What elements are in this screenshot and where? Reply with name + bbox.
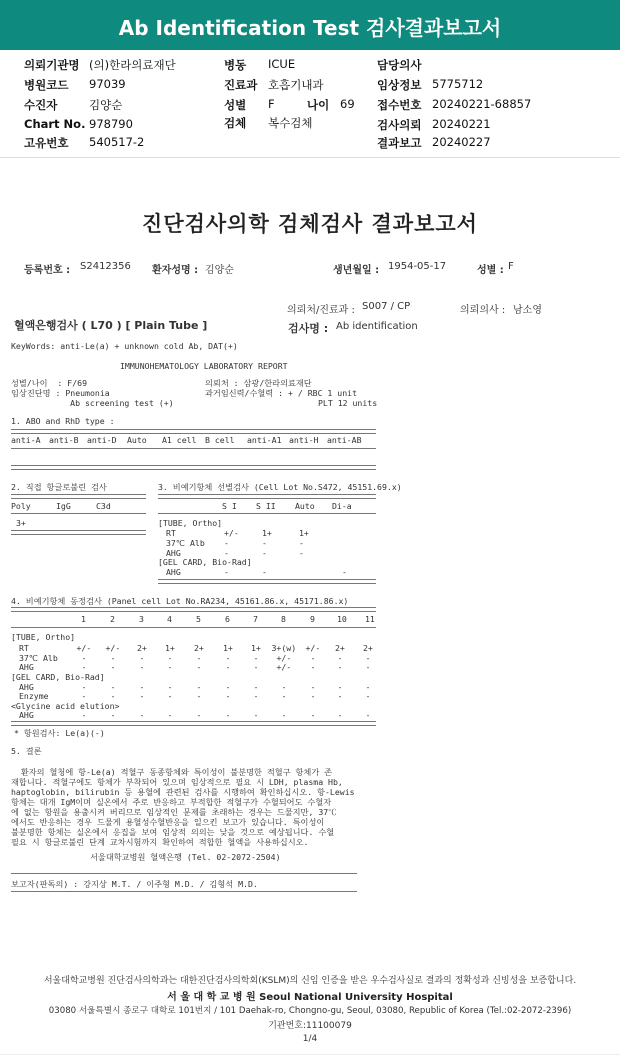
screen-row-label: [GEL CARD, Bio-Rad] bbox=[158, 557, 252, 567]
info-value: 540517-2 bbox=[89, 135, 145, 149]
panel-row-label: AHG bbox=[19, 662, 34, 672]
panel-cell: - bbox=[225, 682, 231, 692]
panel-cell: - bbox=[196, 662, 202, 672]
panel-header-cell: 8 bbox=[281, 614, 286, 624]
screen-cell: - bbox=[299, 548, 304, 558]
panel-cell: - bbox=[310, 682, 316, 692]
conclusion-line: 에서도 반응하는 경우 드물게 용혈성수혈반응을 일으킨 보고가 있습니다. 특이성이 bbox=[11, 817, 325, 827]
sex-age: 성별/나이 : F/69 bbox=[11, 378, 88, 388]
panel-header-cell: 3 bbox=[139, 614, 144, 624]
dat-title: 2. 직접 항글로불린 검사 bbox=[11, 482, 107, 492]
panel-cell: - bbox=[253, 691, 259, 701]
abo-header-cell: anti-A1 bbox=[247, 435, 282, 445]
document-title: Ab Identification Test 검사결과보고서 bbox=[118, 16, 502, 40]
rule bbox=[11, 607, 376, 612]
panel-cell: +/- bbox=[76, 643, 92, 653]
test-name-value: Ab identification bbox=[336, 321, 418, 332]
screen-row-label: RT bbox=[166, 528, 176, 538]
panel-cell: - bbox=[337, 691, 343, 701]
dept-label: 의뢰처/진료과 : bbox=[287, 305, 355, 316]
abo-header-cell: B cell bbox=[205, 435, 235, 445]
hospital-address: 03080 서울특별시 종로구 대학로 101번지 / 101 Daehak-ro, Chongno-gu, Seoul, 03080, Republic of Korea (Tel.:02-2072-2396) bbox=[48, 1006, 572, 1016]
panel-cell: - bbox=[139, 710, 145, 720]
panel-cell: - bbox=[110, 691, 116, 701]
panel-cell: - bbox=[365, 653, 371, 663]
screen-row-label: 37℃ Alb bbox=[166, 538, 205, 548]
rule bbox=[11, 627, 376, 628]
patient-name-value: 김양순 bbox=[205, 265, 234, 276]
panel-cell: - bbox=[337, 662, 343, 672]
panel-row-label: AHG bbox=[19, 682, 34, 692]
screen-cell: - bbox=[224, 538, 229, 548]
rule bbox=[11, 448, 376, 449]
panel-cell: - bbox=[225, 710, 231, 720]
screen-cell: - bbox=[262, 538, 267, 548]
sex-value: F bbox=[508, 261, 514, 272]
panel-header-cell: 6 bbox=[225, 614, 230, 624]
info-value: 호흡기내과 bbox=[268, 78, 324, 92]
panel-cell: - bbox=[225, 662, 231, 672]
panel-cell: - bbox=[81, 682, 87, 692]
panel-header-cell: 5 bbox=[196, 614, 201, 624]
patient-name-label: 환자성명 : bbox=[152, 265, 199, 276]
history-2: PLT 12 units bbox=[318, 398, 378, 408]
screen-cell: - bbox=[262, 548, 267, 558]
blood-bank: 서울대학교병원 혈액은행 (Tel. 02-2072-2504) bbox=[90, 852, 281, 862]
rule bbox=[158, 579, 376, 584]
abo-title: 1. ABO and RhD type : bbox=[11, 416, 115, 426]
dat-header-cell: Poly bbox=[11, 501, 31, 511]
info-label: 결과보고 bbox=[377, 136, 422, 150]
panel-cell: - bbox=[81, 653, 87, 663]
screen-row-label: [TUBE, Ortho] bbox=[158, 518, 223, 528]
info-value: 20240227 bbox=[432, 135, 491, 149]
panel-cell: - bbox=[110, 653, 116, 663]
abo-header-cell: anti-D bbox=[87, 435, 117, 445]
panel-header-cell: 7 bbox=[253, 614, 258, 624]
panel-header-cell: 11 bbox=[365, 614, 375, 624]
panel-cell: - bbox=[110, 682, 116, 692]
rule bbox=[11, 891, 357, 892]
rule bbox=[11, 513, 146, 514]
abo-header-cell: anti-AB bbox=[327, 435, 362, 445]
conclusion-line: haptoglobin, bilirubin 등 용혈에 관련된 검사를 시행하여 확인하십시오. 항-Lewis bbox=[11, 787, 355, 797]
panel-cell: - bbox=[253, 653, 259, 663]
panel-cell: - bbox=[81, 710, 87, 720]
info-value: 69 bbox=[340, 97, 355, 111]
reg-no-value: S2412356 bbox=[80, 261, 131, 272]
panel-cell: 1+ bbox=[223, 643, 233, 653]
info-value: F bbox=[268, 97, 275, 111]
panel-cell: - bbox=[139, 653, 145, 663]
panel-cell: 2+ bbox=[137, 643, 147, 653]
panel-title: 4. 비예기항체 동정검사 (Panel cell Lot No.RA234, 45161.86.x, 45171.86.x) bbox=[11, 596, 349, 606]
rule bbox=[158, 513, 376, 514]
reg-no-label: 등록번호 : bbox=[24, 265, 71, 276]
panel-cell: - bbox=[365, 662, 371, 672]
dat-header-cell: IgG bbox=[56, 501, 71, 511]
info-label: 임상정보 bbox=[377, 78, 422, 92]
panel-cell: 1+ bbox=[165, 643, 175, 653]
panel-cell: - bbox=[110, 710, 116, 720]
info-label: 병원코드 bbox=[24, 78, 69, 92]
panel-cell: - bbox=[139, 682, 145, 692]
info-label: 고유번호 bbox=[24, 136, 69, 150]
panel-header-cell: 2 bbox=[110, 614, 115, 624]
panel-cell: - bbox=[310, 710, 316, 720]
screen-cell: - bbox=[224, 567, 229, 577]
abo-header-cell: anti-B bbox=[49, 435, 79, 445]
abo-header-cell: anti-A bbox=[11, 435, 41, 445]
panel-cell: - bbox=[167, 682, 173, 692]
history: 과거임신력/수혈력 : + / RBC 1 unit bbox=[205, 388, 358, 398]
panel-cell: - bbox=[139, 691, 145, 701]
panel-cell: +/- bbox=[276, 653, 292, 663]
divider bbox=[0, 1054, 620, 1055]
screen-header-cell: Auto bbox=[295, 501, 315, 511]
screen-title: 3. 비예기항체 선별검사 (Cell Lot No.S472, 45151.69.x) bbox=[158, 482, 402, 492]
screen-row-label: AHG bbox=[166, 567, 181, 577]
info-value: 20240221 bbox=[432, 117, 491, 131]
doctor-label: 의뢰의사 : bbox=[460, 305, 506, 316]
doctor-value: 남소영 bbox=[513, 305, 542, 316]
panel-cell: 3+(w) bbox=[271, 643, 297, 653]
conclusion-line: 에 없는 항원을 용출시켜 버리므로 임상적인 문제를 초래하는 경우는 드물지만, 37℃ bbox=[11, 807, 337, 817]
report-title: 진단검사의학 검체검사 결과보고서 bbox=[142, 212, 478, 236]
info-value: (의)한라의료재단 bbox=[89, 58, 176, 72]
panel-cell: +/- bbox=[276, 662, 292, 672]
panel-cell: - bbox=[281, 691, 287, 701]
info-value: 김양순 bbox=[89, 98, 123, 112]
screen-header-cell: S I bbox=[222, 501, 237, 511]
conclusion-line: 필요 시 항글로불린 단계 교차시험까지 확인하여 적합한 혈액을 사용하십시오. bbox=[11, 837, 309, 847]
panel-cell: - bbox=[310, 653, 316, 663]
panel-row-label: Enzyme bbox=[19, 691, 49, 701]
screen-cell: - bbox=[224, 548, 229, 558]
panel-cell: 2+ bbox=[335, 643, 345, 653]
screen-header-cell: Di-a bbox=[332, 501, 352, 511]
conclusion-line: 항체는 대개 IgM이며 실온에서 주로 반응하고 부적합한 적혈구가 수혈되어도 수혈자 bbox=[11, 797, 332, 807]
panel-cell: - bbox=[225, 691, 231, 701]
panel-cell: - bbox=[196, 653, 202, 663]
info-label: 나이 bbox=[307, 98, 330, 112]
rule bbox=[11, 530, 146, 535]
panel-cell: - bbox=[310, 691, 316, 701]
info-label: 검체 bbox=[224, 116, 247, 130]
panel-cell: 2+ bbox=[194, 643, 204, 653]
panel-cell: - bbox=[167, 653, 173, 663]
info-value: 복수검체 bbox=[268, 116, 313, 130]
conclusion-title: 5. 결론 bbox=[11, 746, 42, 756]
info-label: Chart No. bbox=[24, 117, 86, 131]
rule bbox=[11, 465, 376, 470]
panel-header-cell: 1 bbox=[81, 614, 86, 624]
rule bbox=[11, 494, 146, 499]
page-number: 1/4 bbox=[302, 1034, 318, 1044]
panel-cell: - bbox=[139, 662, 145, 672]
panel-cell: +/- bbox=[105, 643, 121, 653]
panel-cell: - bbox=[167, 710, 173, 720]
panel-header-cell: 4 bbox=[167, 614, 172, 624]
info-label: 의뢰기관명 bbox=[24, 58, 80, 72]
panel-cell: 1+ bbox=[251, 643, 261, 653]
panel-cell: - bbox=[167, 662, 173, 672]
institution-number: 기관번호:11100079 bbox=[268, 1021, 352, 1031]
panel-cell: - bbox=[310, 662, 316, 672]
conclusion-line: 환자의 혈청에 항-Le(a) 적혈구 동종항체와 특이성이 불분명한 적혈구 항체가 존 bbox=[11, 767, 333, 777]
panel-row-label: <Glycine acid elution> bbox=[11, 701, 120, 711]
panel-cell: 2+ bbox=[363, 643, 373, 653]
panel-cell: - bbox=[365, 710, 371, 720]
info-label: 진료과 bbox=[224, 78, 258, 92]
sex-label: 성별 : bbox=[477, 265, 504, 276]
info-value: ICUE bbox=[268, 57, 296, 71]
dob-label: 생년월일 : bbox=[333, 265, 380, 276]
panel-cell: - bbox=[337, 710, 343, 720]
abo-header-cell: A1 cell bbox=[162, 435, 197, 445]
panel-row-label: RT bbox=[19, 643, 29, 653]
screen-header-cell: S II bbox=[256, 501, 276, 511]
lab-report-title: IMMUNOHEMATOLOGY LABORATORY REPORT bbox=[120, 361, 288, 371]
screen-cell: - bbox=[299, 538, 304, 548]
divider bbox=[0, 157, 620, 158]
dept-value: S007 / CP bbox=[362, 301, 411, 312]
screen-cell: 1+ bbox=[262, 528, 272, 538]
panel-cell: - bbox=[225, 653, 231, 663]
conclusion-line: 불분명한 항체는 실온에서 응집을 보여 임상적 의의는 낮을 것으로 예상됩니다. 수혈 bbox=[11, 827, 335, 837]
info-label: 병동 bbox=[224, 58, 247, 72]
requester: 의뢰처 : 삼광/한라의료재단 bbox=[205, 378, 312, 388]
panel-cell: - bbox=[365, 691, 371, 701]
info-label: 접수번호 bbox=[377, 98, 422, 112]
keywords: KeyWords: anti-Le(a) + unknown cold Ab, DAT(+) bbox=[11, 341, 238, 351]
reporter: 보고자(판독의) : 강지상 M.T. / 이주형 M.D. / 김형석 M.D. bbox=[11, 879, 258, 889]
panel-cell: - bbox=[81, 662, 87, 672]
info-label: 성별 bbox=[224, 98, 247, 112]
certification-note: 서울대학교병원 진단검사의학과는 대한진단검사의학회(KSLM)의 신임 인증을 받은 우수검사실로 결과의 정확성과 신빙성을 보증합니다. bbox=[43, 976, 577, 986]
abo-header-cell: anti-H bbox=[289, 435, 319, 445]
panel-cell: - bbox=[167, 691, 173, 701]
screen-row-label: AHG bbox=[166, 548, 181, 558]
dat-header-cell: C3d bbox=[96, 501, 111, 511]
panel-cell: - bbox=[196, 710, 202, 720]
info-label: 수진자 bbox=[24, 98, 58, 112]
screening-note: Ab screening test (+) bbox=[11, 398, 174, 408]
rule bbox=[158, 494, 376, 499]
screen-cell: 1+ bbox=[299, 528, 309, 538]
screen-cell: +/- bbox=[224, 528, 239, 538]
hospital-name: 서 울 대 학 교 병 원 Seoul National University Hospital bbox=[167, 992, 453, 1003]
rule bbox=[11, 429, 376, 434]
antigen-test: * 항원검사: Le(a)(-) bbox=[14, 728, 105, 738]
panel-row-label: [TUBE, Ortho] bbox=[11, 632, 76, 642]
panel-cell: - bbox=[281, 682, 287, 692]
info-value: 5775712 bbox=[432, 77, 484, 91]
test-group: 혈액은행검사 ( L70 ) [ Plain Tube ] bbox=[14, 319, 208, 332]
panel-header-cell: 10 bbox=[337, 614, 347, 624]
info-label: 검사의뢰 bbox=[377, 118, 422, 132]
panel-row-label: [GEL CARD, Bio-Rad] bbox=[11, 672, 105, 682]
dat-value: 3+ bbox=[16, 518, 26, 528]
panel-cell: - bbox=[253, 682, 259, 692]
panel-cell: - bbox=[81, 691, 87, 701]
panel-cell: - bbox=[337, 682, 343, 692]
conclusion-line: 재합니다. 적혈구에도 항체가 부착되어 있으며 임상적으로 필요 시 LDH, plasma Hb, bbox=[11, 777, 343, 787]
diagnosis: 임상진단명 : Pneumonia bbox=[11, 388, 110, 398]
panel-cell: - bbox=[253, 710, 259, 720]
info-value: 97039 bbox=[89, 77, 126, 91]
screen-cell: - bbox=[342, 567, 347, 577]
panel-header-cell: 9 bbox=[310, 614, 315, 624]
panel-cell: +/- bbox=[305, 643, 321, 653]
panel-row-label: 37℃ Alb bbox=[19, 653, 58, 663]
test-name-label: 검사명 : bbox=[288, 322, 329, 335]
panel-row-label: AHG bbox=[19, 710, 34, 720]
panel-cell: - bbox=[365, 682, 371, 692]
rule bbox=[11, 873, 357, 874]
info-label: 담당의사 bbox=[377, 58, 422, 72]
dob-value: 1954-05-17 bbox=[388, 261, 447, 272]
screen-cell: - bbox=[262, 567, 267, 577]
panel-cell: - bbox=[110, 662, 116, 672]
panel-cell: - bbox=[196, 691, 202, 701]
abo-header-cell: Auto bbox=[127, 435, 147, 445]
info-value: 20240221-68857 bbox=[432, 97, 532, 111]
panel-cell: - bbox=[253, 662, 259, 672]
rule bbox=[11, 721, 376, 726]
panel-cell: - bbox=[337, 653, 343, 663]
panel-cell: - bbox=[196, 682, 202, 692]
info-value: 978790 bbox=[89, 117, 133, 131]
panel-cell: - bbox=[281, 710, 287, 720]
